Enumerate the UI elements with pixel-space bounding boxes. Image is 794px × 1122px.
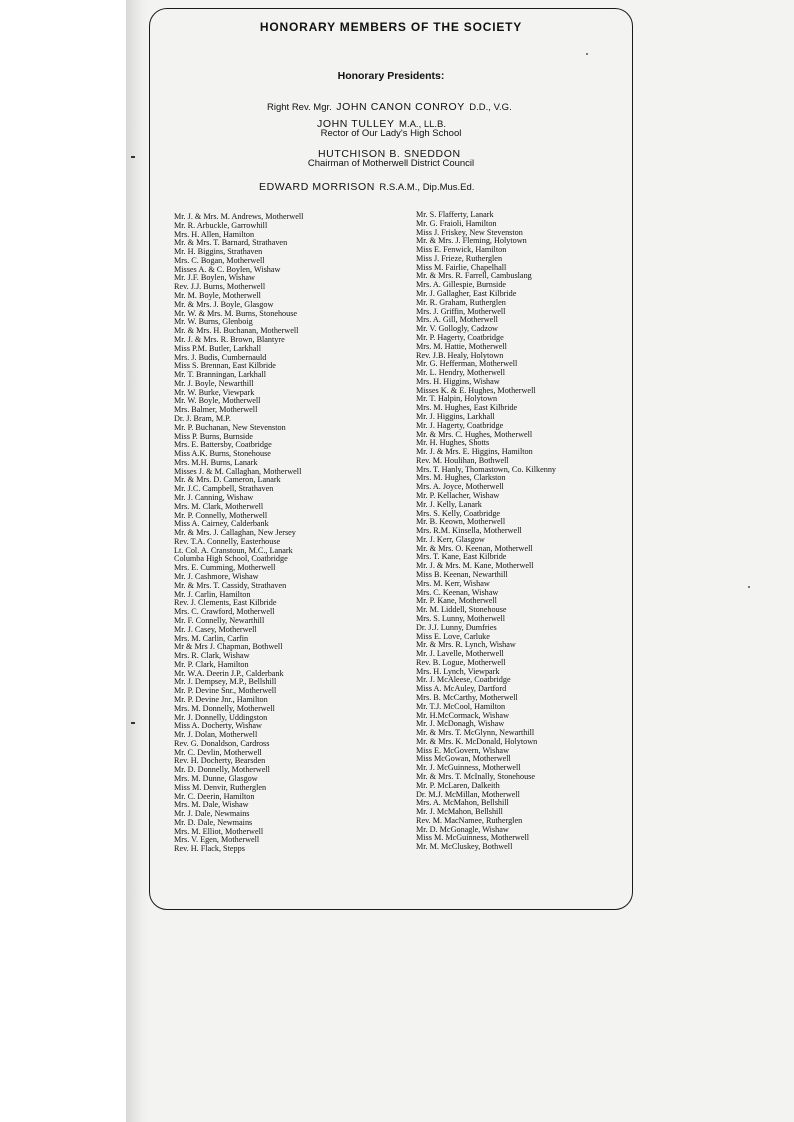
member-entry: Mr. & Mrs. J. Fleming, Holytown	[416, 236, 527, 246]
president-credentials: M.A., LL.B.	[399, 119, 447, 130]
member-entry: Mr. J. Cashmore, Wishaw	[174, 572, 259, 582]
member-entry: Mr. T. Branningan, Larkhall	[174, 370, 267, 380]
president-morrison	[259, 177, 474, 195]
member-entry: Mr. J. Carlin, Hamilton	[174, 589, 251, 599]
member-entry: Rev. M. MacNamee, Rutherglen	[416, 815, 523, 825]
member-entry: Mr. J. & Mrs. R. Brown, Blantyre	[174, 334, 285, 344]
member-entry: Mr. J. Boyle, Newarthill	[174, 378, 254, 388]
member-entry: Mr. P. McLaren, Dalkeith	[416, 780, 500, 790]
member-entry: Miss M. McGuinness, Motherwell	[416, 833, 530, 843]
member-entry: Mrs. M. Kerr, Wishaw	[416, 578, 490, 588]
president-name: EDWARD MORRISON	[259, 181, 375, 193]
member-entry: Mrs. A. Gillespie, Burnside	[416, 280, 507, 290]
member-entry: Mr. M. Boyle, Motherwell	[174, 291, 261, 301]
member-entry: Mrs. A. Gill, Motherwell	[416, 315, 498, 325]
member-entry: Rev. J. Clements, East Kilbride	[174, 598, 277, 608]
member-entry: Mr. R. Arbuckle, Garrowhill	[174, 220, 268, 230]
member-entry: Mr. & Mrs. D. Cameron, Lanark	[174, 475, 281, 485]
page-binding-edge	[126, 0, 148, 1122]
member-entry: Mrs. M.H. Burns, Lanark	[174, 457, 258, 467]
paper-speck	[748, 586, 750, 588]
member-entry: Mr. & Mrs. J. Boyle, Glasgow	[174, 299, 274, 309]
member-entry: Miss M. Fairlie, Chapelhall	[416, 262, 507, 272]
member-entry: Mr. W. Burns, Glenboig	[174, 317, 253, 327]
member-entry: Miss McGowan, Motherwell	[416, 754, 511, 764]
member-entry: Mrs. M. Dale, Wishaw	[174, 800, 249, 810]
member-entry: Mrs. R. Clark, Wishaw	[174, 651, 250, 661]
member-entry: Mr. J. Hagerty, Coatbridge	[416, 420, 504, 430]
member-entry: Rev. G. Donaldson, Cardross	[174, 738, 270, 748]
member-entry: Mrs. M. Hughes, East Kilbride	[416, 403, 518, 413]
member-entry: Mr. J. Gallagher, East Kilbride	[416, 289, 517, 299]
member-entry: Mr. J. Kelly, Lanark	[416, 499, 482, 509]
member-entry: Miss J. Frieze, Rutherglen	[416, 253, 503, 263]
members-list-right	[416, 211, 556, 852]
member-entry: Miss A. McAuley, Dartford	[416, 684, 507, 694]
member-entry: Mrs. Balmer, Motherwell	[174, 405, 258, 415]
member-entry: Mr. W. Boyle, Motherwell	[174, 396, 261, 406]
member-entry: Mr. W.A. Deerin J.P., Calderbank	[174, 668, 284, 678]
member-entry: Mrs. H. Higgins, Wishaw	[416, 376, 500, 386]
member-entry: Mrs. V. Egen, Motherwell	[174, 835, 260, 845]
member-entry: Rev. M. Houlihan, Bothwell	[416, 455, 509, 465]
member-entry: Mr. G. Hefferman, Motherwell	[416, 359, 518, 369]
member-entry: Dr. M.J. McMillan, Motherwell	[416, 789, 520, 799]
president-prefix: Right Rev. Mgr.	[267, 102, 332, 113]
president-credentials: D.D., V.G.	[469, 102, 512, 113]
member-entry: Mr. P. Devine Jnr., Hamilton	[174, 694, 268, 704]
president-role: Rector of Our Lady's High School	[320, 128, 462, 139]
member-entry: Mr. & Mrs. T. McGlynn, Newarthill	[416, 728, 535, 738]
member-entry: Miss B. Keenan, Newarthill	[416, 570, 508, 580]
member-entry: Lt. Col. A. Cranstoun, M.C., Lanark	[174, 545, 293, 555]
president-name: JOHN CANON CONROY	[336, 101, 465, 113]
member-entry: Mr & Mrs J. Chapman, Bothwell	[174, 642, 283, 652]
member-entry: Mr. M. Liddell, Stonehouse	[416, 605, 507, 615]
member-entry: Mr. B. Keown, Motherwell	[416, 517, 506, 527]
member-entry: Mrs. T. Kane, East Kilbride	[416, 552, 507, 562]
member-entry: Mr. D. Donnelly, Motherwell	[174, 765, 270, 775]
member-entry: Misses K. & E. Hughes, Motherwell	[416, 385, 536, 395]
member-entry: Miss A. Docherty, Wishaw	[174, 721, 262, 731]
member-entry: Mr. H. Hughes, Shotts	[416, 438, 490, 448]
member-entry: Mrs. M. Donnelly, Motherwell	[174, 703, 275, 713]
president-name: HUTCHISON B. SNEDDON	[318, 148, 461, 160]
member-entry: Mr. W. & Mrs. M. Burns, Stonehouse	[174, 308, 298, 318]
member-entry: Dr. J. Bram, M.P.	[174, 413, 231, 423]
member-entry: Mr. & Mrs. T. Barnard, Strathaven	[174, 238, 288, 248]
member-entry: Mr. P. Hagerty, Coatbridge	[416, 332, 504, 342]
member-entry: Rev. T.A. Connelly, Easterhouse	[174, 536, 281, 546]
member-entry: Mr. & Mrs. R. Farrell, Cambuslang	[416, 271, 532, 281]
member-entry: Mr. C. Devlin, Motherwell	[174, 747, 262, 757]
member-entry: Rev. B. Logue, Motherwell	[416, 657, 506, 667]
president-credentials: R.S.A.M., Dip.Mus.Ed.	[379, 182, 475, 193]
member-entry: Mr. P. Kane, Motherwell	[416, 596, 497, 606]
member-entry: Mr. F. Connelly, Newarthill	[174, 615, 265, 625]
member-entry: Mrs. S. Kelly, Coatbridge	[416, 508, 501, 518]
member-entry: Mr. & Mrs. C. Hughes, Motherwell	[416, 429, 533, 439]
member-entry: Rev. J.J. Burns, Motherwell	[174, 282, 266, 292]
member-entry: Mr. J. McDonagh, Wishaw	[416, 719, 505, 729]
presidents-heading: Honorary Presidents:	[337, 70, 445, 82]
member-entry: Mr. V. Gollogly, Cadzow	[416, 324, 498, 334]
member-entry: Mr. D. McGonagle, Wishaw	[416, 824, 509, 834]
member-entry: Mr. M. McCluskey, Bothwell	[416, 842, 513, 852]
member-entry: Mr. H.McCormack, Wishaw	[416, 710, 509, 720]
member-entry: Mrs. R.M. Kinsella, Motherwell	[416, 526, 522, 536]
member-entry: Mrs. A. Joyce, Motherwell	[416, 482, 504, 492]
member-entry: Mr. P. Buchanan, New Stevenston	[174, 422, 286, 432]
member-entry: Mr. J. & Mrs. M. Kane, Motherwell	[416, 561, 534, 571]
member-entry: Misses A. & C. Boylen, Wishaw	[174, 264, 281, 274]
member-entry: Rev. J.B. Healy, Holytown	[416, 350, 504, 360]
member-entry: Mr. G. Fraioli, Hamilton	[416, 218, 497, 228]
member-entry: Mr. P. Devine Snr., Motherwell	[174, 686, 277, 696]
member-entry: Mrs. C. Bogan, Motherwell	[174, 255, 265, 265]
member-entry: Mrs. M. Hattie, Motherwell	[416, 341, 507, 351]
member-entry: Mr. & Mrs. J. Callaghan, New Jersey	[174, 528, 296, 538]
member-entry: Mr. P. Clark, Hamilton	[174, 659, 249, 669]
member-entry: Mr. P. Connelly, Motherwell	[174, 510, 268, 520]
member-entry: Mr. J. Kerr, Glasgow	[416, 534, 485, 544]
member-entry: Miss A.K. Burns, Stonehouse	[174, 449, 271, 459]
member-entry: Mr. J. Canning, Wishaw	[174, 493, 254, 502]
member-entry: Mr. J. Lavelle, Motherwell	[416, 649, 504, 659]
member-entry: Mr. & Mrs. T. Cassidy, Strathaven	[174, 580, 287, 590]
member-entry: Mrs. M. Hughes, Clarkston	[416, 473, 506, 483]
member-entry: Mr. J. McAleese, Coatbridge	[416, 675, 511, 685]
president-name: JOHN TULLEY	[317, 118, 395, 130]
member-entry: Mrs. M. Elliot, Motherwell	[174, 826, 264, 836]
member-entry: Mr. J. Dolan, Motherwell	[174, 730, 258, 740]
member-entry: Mrs. A. McMahon, Bellshill	[416, 798, 509, 808]
member-entry: Mr. J. Dempsey, M.P., Bellshill	[174, 677, 277, 687]
member-entry: Mrs. C. Crawford, Motherwell	[174, 607, 275, 617]
member-entry: Mrs. B. McCarthy, Motherwell	[416, 692, 518, 702]
member-entry: Mr. J. Donnelly, Uddingston	[174, 712, 268, 722]
president-role: Chairman of Motherwell District Council	[307, 158, 475, 169]
member-entry: Mr. R. Graham, Rutherglen	[416, 297, 506, 307]
member-entry: Miss E. Love, Carluke	[416, 631, 490, 641]
member-entry: Mr. J.F. Boylen, Wishaw	[174, 273, 255, 283]
members-list-left	[174, 213, 303, 854]
member-entry: Mrs. M. Clark, Motherwell	[174, 501, 264, 511]
member-entry: Mr. J. & Mrs. E. Higgins, Hamilton	[416, 447, 533, 457]
member-entry: Mr. & Mrs. K. McDonald, Holytown	[416, 736, 538, 746]
member-entry: Mrs. S. Lunny, Motherwell	[416, 613, 506, 623]
member-entry: Mrs. E. Battersby, Coatbridge	[174, 440, 272, 450]
member-entry: Columba High School, Coatbridge	[174, 554, 288, 564]
member-entry: Mr. L. Hendry, Motherwell	[416, 368, 506, 378]
member-entry: Mrs. H. Lynch, Viewpark	[416, 666, 500, 676]
member-entry: Miss J. Friskey, New Stevenston	[416, 227, 523, 237]
member-entry: Mr. J. McMahon, Bellshill	[416, 807, 503, 817]
staple-mark	[131, 156, 135, 158]
member-entry: Mrs. M. Carlin, Carfin	[174, 633, 249, 643]
staple-mark	[131, 722, 135, 724]
member-entry: Mr. J. McGuinness, Motherwell	[416, 763, 521, 773]
page-title: HONORARY MEMBERS OF THE SOCIETY	[259, 20, 523, 34]
member-entry: Miss E. McGovern, Wishaw	[416, 745, 509, 755]
member-entry: Miss E. Fenwick, Hamilton	[416, 245, 507, 255]
member-entry: Miss P. Burns, Burnside	[174, 431, 253, 441]
member-entry: Mr. & Mrs. H. Buchanan, Motherwell	[174, 326, 299, 336]
member-entry: Mrs. C. Keenan, Wishaw	[416, 587, 499, 597]
member-entry: Miss M. Denvir, Rutherglen	[174, 782, 267, 792]
member-entry: Mr. & Mrs. T. McInally, Stonehouse	[416, 772, 536, 781]
member-entry: Miss S. Brennan, East Kilbride	[174, 361, 276, 371]
member-entry: Miss A. Cairney, Calderbank	[174, 519, 269, 529]
member-entry: Mr. & Mrs. R. Lynch, Wishaw	[416, 640, 516, 650]
member-entry: Mrs. H. Allen, Hamilton	[174, 229, 255, 239]
member-entry: Dr. J.J. Lunny, Dumfries	[416, 622, 497, 632]
member-entry: Mr. S. Flafferty, Lanark	[416, 210, 494, 219]
member-entry: Mr. C. Deerin, Hamilton	[174, 791, 255, 801]
president-conroy	[267, 97, 512, 115]
member-entry: Rev. H. Flack, Stepps	[174, 844, 245, 854]
member-entry: Mr. D. Dale, Newmains	[174, 817, 253, 827]
member-entry: Mrs. M. Dunne, Glasgow	[174, 774, 258, 783]
member-entry: Mr. T.J. McCool, Hamilton	[416, 701, 506, 711]
member-entry: Mr. W. Burke, Viewpark	[174, 387, 255, 397]
member-entry: Miss P.M. Butler, Larkhall	[174, 343, 262, 353]
member-entry: Rev. H. Docherty, Bearsden	[174, 756, 266, 766]
member-entry: Mr. P. Kellacher, Wishaw	[416, 491, 500, 500]
member-entry: Mr. J. Higgins, Larkhall	[416, 411, 495, 421]
member-entry: Mr. & Mrs. O. Keenan, Motherwell	[416, 543, 533, 553]
member-entry: Mrs. J. Budis, Cumbernauld	[174, 352, 267, 362]
member-entry: Mr. J. & Mrs. M. Andrews, Motherwell	[174, 212, 304, 221]
member-entry: Mrs. T. Hanly, Thomastown, Co. Kilkenny	[416, 464, 557, 474]
member-entry: Misses J. & M. Callaghan, Motherwell	[174, 466, 302, 476]
member-entry: Mr. J. Casey, Motherwell	[174, 624, 257, 634]
member-entry: Mr. T. Halpin, Holytown	[416, 394, 498, 404]
member-entry: Mr. H. Biggins, Strathaven	[174, 247, 263, 257]
member-entry: Mrs. J. Griffin, Motherwell	[416, 306, 506, 316]
member-entry: Mrs. E. Cumming, Motherwell	[174, 563, 276, 573]
member-entry: Mr. J.C. Campbell, Strathaven	[174, 484, 274, 494]
member-entry: Mr. J. Dale, Newmains	[174, 809, 250, 819]
